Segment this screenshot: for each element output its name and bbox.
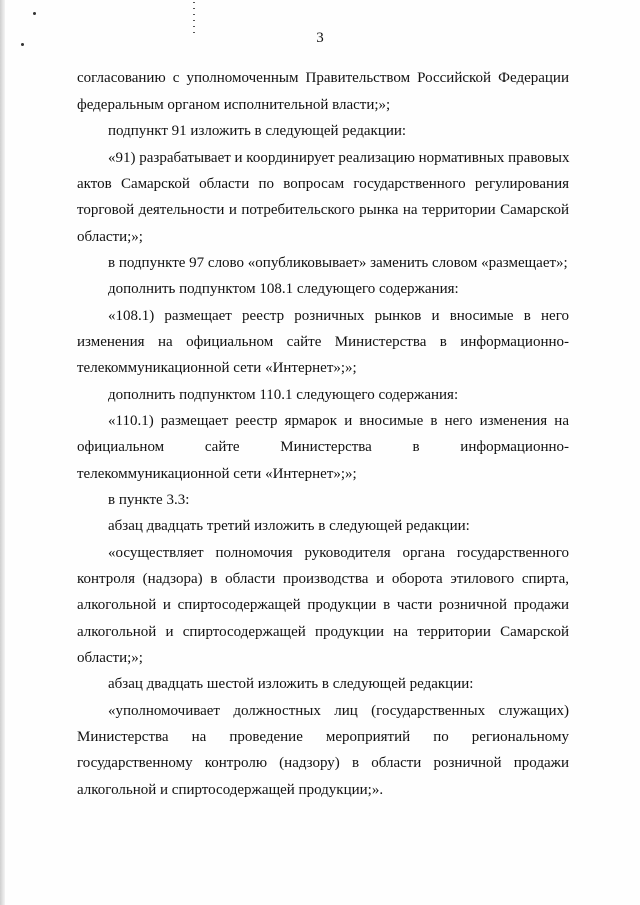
text-line: согласованию с уполномоченным Правительством Российской Федерации bbox=[77, 70, 569, 86]
text-line: телекоммуникационной сети «Интернет»;»; bbox=[77, 466, 357, 482]
scan-speck bbox=[33, 12, 36, 15]
text-line: дополнить подпунктом 110.1 следующего содержания: bbox=[108, 387, 459, 403]
text-line: «уполномочивает должностных лиц (государственных служащих) bbox=[108, 703, 569, 719]
text-line: государственному контролю (надзору) в области розничной продажи bbox=[77, 755, 569, 771]
text-line: «осуществляет полномочия руководителя органа государственного bbox=[108, 545, 569, 561]
text-line: актов Самарской области по вопросам государственного регулирования bbox=[77, 176, 569, 192]
text-line: в пункте 3.3: bbox=[108, 492, 190, 508]
text-line: «108.1) размещает реестр розничных рынков и вносимые в него bbox=[108, 308, 569, 324]
text-line: области;»; bbox=[77, 229, 143, 245]
text-line: подпункт 91 изложить в следующей редакции: bbox=[108, 123, 407, 139]
text-line: абзац двадцать шестой изложить в следующей редакции: bbox=[108, 676, 474, 692]
text-line: Министерства на проведение мероприятий по региональному bbox=[77, 729, 569, 745]
text-line: области;»; bbox=[77, 650, 143, 666]
text-line: абзац двадцать третий изложить в следующей редакции: bbox=[108, 518, 470, 534]
page-number: 3 bbox=[316, 30, 324, 46]
scan-edge-shadow bbox=[0, 0, 5, 905]
text-line: контроля (надзора) в области производства и оборота этилового спирта, bbox=[77, 571, 569, 587]
text-line: алкогольной и спиртосодержащей продукции;». bbox=[77, 782, 384, 798]
text-line: «91) разрабатывает и координирует реализацию нормативных правовых bbox=[108, 150, 570, 166]
text-line: в подпункте 97 слово «опубликовывает» заменить словом «размещает»; bbox=[108, 255, 568, 271]
text-line: федеральным органом исполнительной власти;»; bbox=[77, 97, 391, 113]
text-line: дополнить подпунктом 108.1 следующего содержания: bbox=[108, 281, 459, 297]
text-line: алкогольной и спиртосодержащей продукции в части розничной продажи bbox=[77, 597, 569, 613]
text-line: торговой деятельности и потребительского рынка на территории Самарской bbox=[77, 202, 569, 218]
text-line: официальном сайте Министерства в информационно- bbox=[77, 439, 569, 455]
text-line: «110.1) размещает реестр ярмарок и вносимые в него изменения на bbox=[108, 413, 569, 429]
text-line: телекоммуникационной сети «Интернет»;»; bbox=[77, 360, 357, 376]
text-line: алкогольной и спиртосодержащей продукции на территории Самарской bbox=[77, 624, 569, 640]
text-line: изменения на официальном сайте Министерства в информационно- bbox=[77, 334, 569, 350]
